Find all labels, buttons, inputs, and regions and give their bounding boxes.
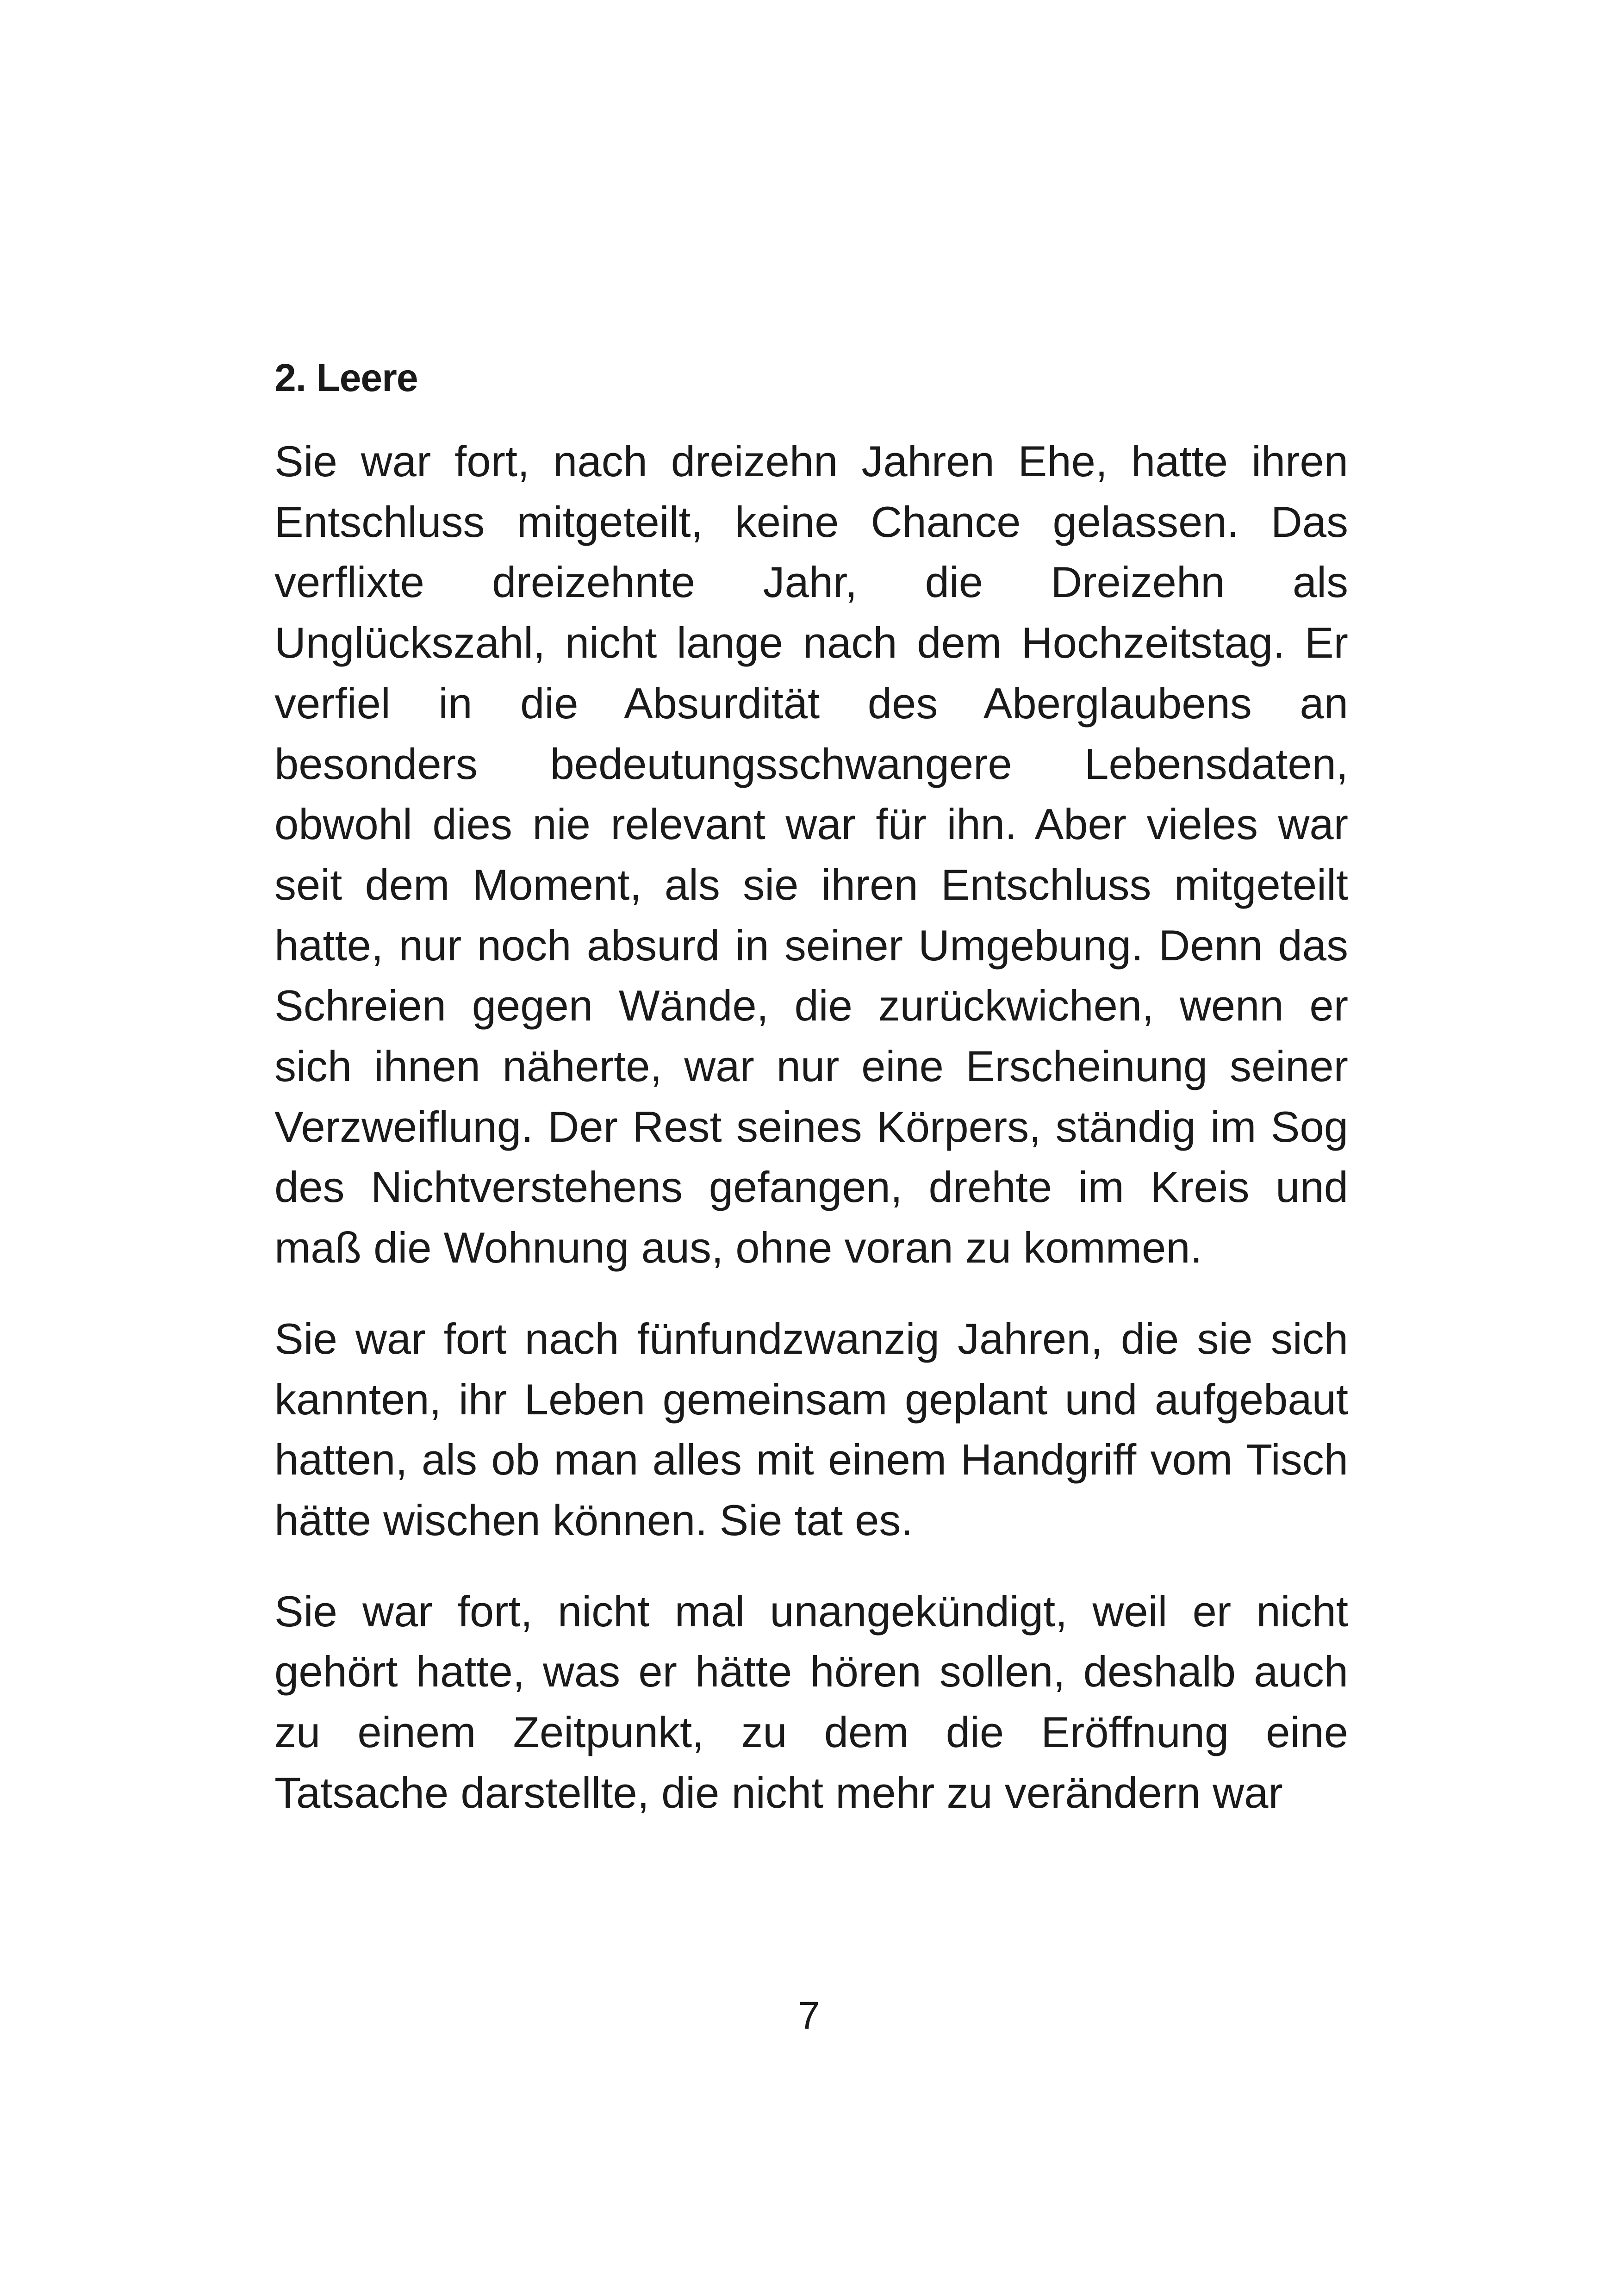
page-number: 7	[798, 1994, 820, 2037]
paragraph-1: Sie war fort, nach dreizehn Jahren Ehe, hatte ihren Entschluss mitgeteilt, keine Chance gelassen. Das verflixte dreizehnte Jahr, die Dreizehn als Unglückszahl, nicht lange nach dem Hochzeitstag. Er verfiel in die Absurdität des Aberglaubens an besonders bedeutungsschwangere Lebensdaten, obwohl dies nie relevant war für ihn. Aber vieles war seit dem Moment, als sie ihren Entschluss mitgeteilt hatte, nur noch absurd in seiner Umgebung. Denn das Schreien gegen Wände, die zurückwichen, wenn er sich ihnen näherte, war nur eine Erscheinung seiner Verzweiflung. Der Rest seines Körpers, ständig im Sog des Nichtverstehens gefangen, drehte im Kreis und maß die Wohnung aus, ohne voran zu kommen.	[274, 437, 1348, 1272]
paragraph-3: Sie war fort, nicht mal unangekündigt, weil er nicht gehört hatte, was er hätte hören sollen, deshalb auch zu einem Zeitpunkt, zu dem die Eröffnung eine Tatsache darstellte, die nicht mehr zu verändern war	[274, 1587, 1348, 1817]
chapter-title: 2. Leere	[274, 356, 418, 399]
paragraph-2: Sie war fort nach fünfundzwanzig Jahren, die sie sich kannten, ihr Leben gemeinsam geplant und aufgebaut hatten, als ob man alles mit einem Handgriff vom Tisch hätte wischen können. Sie tat es.	[274, 1314, 1348, 1544]
page-content	[274, 352, 1348, 1854]
